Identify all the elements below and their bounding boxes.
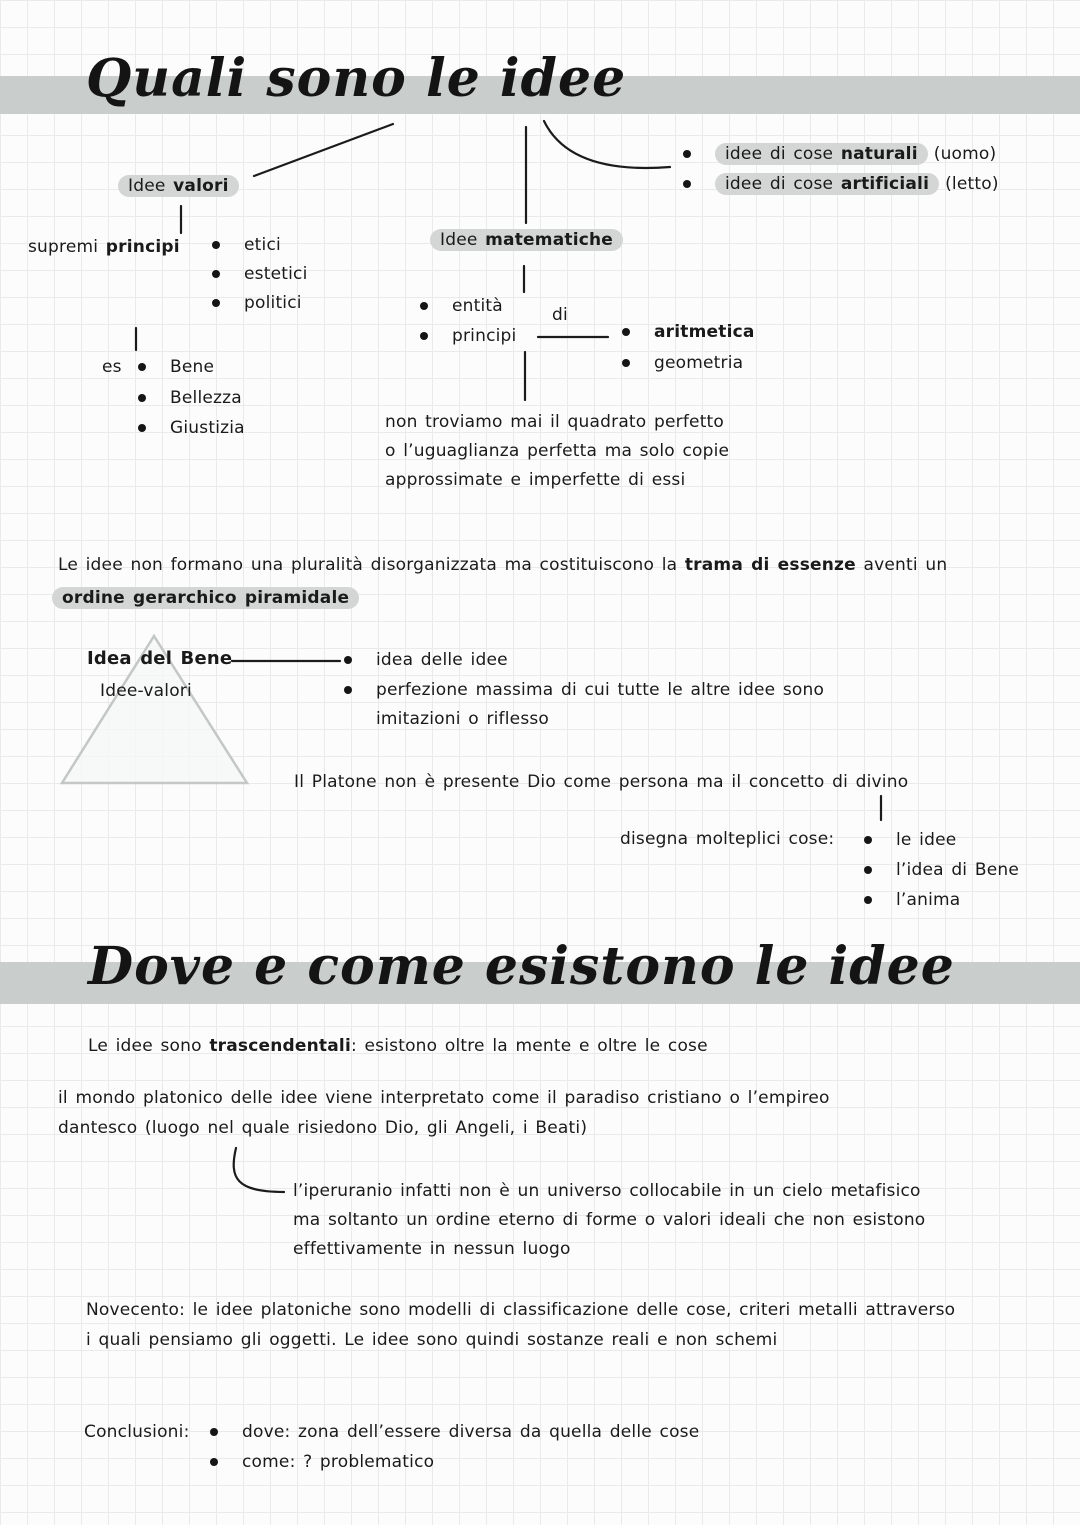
bullet-dot-icon: [420, 332, 428, 340]
disegna-label: disegna molteplici cose:: [620, 829, 835, 849]
para-bold: trama di essenze: [684, 555, 856, 575]
list-item: [138, 355, 214, 379]
mat-kind: aritmetica: [654, 322, 755, 342]
list-item: [622, 320, 755, 344]
disegna-item: le idee: [896, 830, 957, 850]
disegna-item: l’idea di Bene: [896, 860, 1019, 880]
para-seg: aventi un: [855, 555, 948, 575]
iperuranio-line: ma soltanto un ordine eterno di forme o valori ideali che non esistono: [293, 1210, 926, 1230]
cose-pre: idee di cose: [725, 144, 841, 164]
note-line: o l’uguaglianza perfetta ma solo copie: [385, 441, 730, 461]
bullet-dot-icon: [622, 328, 630, 336]
paragraph-trama-pill: [52, 586, 359, 610]
bullet-dot-icon: [344, 656, 352, 664]
connector-title1-to-cose: [544, 121, 670, 168]
disegna-item: l’anima: [896, 890, 961, 910]
cose-example: (uomo): [933, 144, 997, 164]
list-item: [212, 233, 281, 257]
es-item: Giustizia: [170, 418, 245, 438]
trasc-seg: : esistono oltre la mente e oltre le cose: [350, 1036, 708, 1056]
idee-mat-pre: Idee: [440, 230, 486, 250]
cose-bold: naturali: [840, 144, 918, 164]
label-di: di: [552, 305, 568, 325]
mondo-line: il mondo platonico delle idee viene interpretato come il paradiso cristiano o l’empireo: [58, 1088, 830, 1108]
list-item: [864, 888, 960, 912]
list-item: [212, 291, 302, 315]
list-item: [864, 858, 1019, 882]
list-item: [683, 172, 999, 196]
list-item: [683, 142, 996, 166]
para-seg: Le idee non formano una pluralità disorganizzata ma costituiscono la: [58, 555, 685, 575]
bullet-dot-icon: [864, 836, 872, 844]
bullet-dot-icon: [138, 394, 146, 402]
note-line: non troviamo mai il quadrato perfetto: [385, 412, 725, 432]
mat-item: principi: [452, 326, 517, 346]
label-supremi-principi: [28, 235, 180, 259]
idee-valori-pre: Idee: [128, 176, 174, 196]
connector-hook-to-iperuranio: [234, 1148, 284, 1192]
supremi-bold: principi: [105, 237, 180, 257]
list-item: [420, 294, 503, 318]
bullet-dot-icon: [622, 359, 630, 367]
trascendentali-sentence: [88, 1034, 708, 1058]
list-item: [864, 828, 956, 852]
cose-bold: artificiali: [840, 174, 930, 194]
novecento-line: Novecento: le idee platoniche sono modelli di classificazione delle cose, criteri metalli attraverso: [86, 1300, 956, 1320]
mondo-line: dantesco (luogo nel quale risiedono Dio, gli Angeli, i Beati): [58, 1118, 588, 1138]
list-item: [210, 1450, 434, 1474]
bullet-dot-icon: [864, 866, 872, 874]
iperuranio-line: effettivamente in nessun luogo: [293, 1239, 571, 1259]
section2-title: Dove e come esistono le idee: [88, 936, 955, 997]
ordine-gerarchico-pill: ordine gerarchico piramidale: [52, 587, 359, 609]
bullet-dot-icon: [210, 1458, 218, 1466]
bullet-dot-icon: [138, 363, 146, 371]
label-es: es: [102, 357, 122, 377]
principi-type: etici: [244, 235, 281, 255]
list-item: [212, 262, 308, 286]
es-item: Bene: [170, 357, 215, 377]
iperuranio-line: l’iperuranio infatti non è un universo collocabile in un cielo metafisico: [293, 1181, 921, 1201]
principi-type: politici: [244, 293, 302, 313]
paragraph-trama: [58, 553, 947, 577]
trasc-seg: Le idee sono: [88, 1036, 210, 1056]
es-item: Bellezza: [170, 388, 242, 408]
supremi-pre: supremi: [28, 237, 106, 257]
conclusioni-item: dove: zona dell’essere diversa da quella delle cose: [242, 1422, 700, 1442]
bene-bullet-line: perfezione massima di cui tutte le altre idee sono: [376, 680, 825, 700]
principi-type: estetici: [244, 264, 308, 284]
bullet-dot-icon: [212, 299, 220, 307]
list-item: [622, 351, 743, 375]
novecento-line: i quali pensiamo gli oggetti. Le idee sono quindi sostanze reali e non schemi: [86, 1330, 778, 1350]
conclusioni-item: come: ? problematico: [242, 1452, 435, 1472]
list-item: [138, 416, 245, 440]
list-item: [210, 1420, 699, 1444]
section1-title: Quali sono le idee: [86, 48, 627, 109]
bullet-dot-icon: [683, 150, 691, 158]
bene-bullet-line: imitazioni o riflesso: [376, 709, 550, 729]
list-item: [420, 324, 516, 348]
bene-bullet: idea delle idee: [376, 650, 508, 670]
conclusioni-label: Conclusioni:: [84, 1422, 190, 1442]
node-idee-matematiche: [430, 228, 623, 252]
bullet-dot-icon: [212, 241, 220, 249]
idee-valori-bold: valori: [173, 176, 229, 196]
list-item: [344, 678, 824, 731]
connector-title1-to-idee-valori: [254, 124, 393, 176]
trasc-bold: trascendentali: [209, 1036, 351, 1056]
idee-mat-bold: matematiche: [485, 230, 614, 250]
bullet-dot-icon: [210, 1428, 218, 1436]
bullet-dot-icon: [864, 896, 872, 904]
pyramid-label-sub: Idee-valori: [100, 681, 192, 701]
note-line: approssimate e imperfette di essi: [385, 470, 686, 490]
cose-example: (letto): [945, 174, 999, 194]
list-item: [138, 386, 242, 410]
bullet-dot-icon: [344, 686, 352, 694]
bullet-dot-icon: [420, 302, 428, 310]
platone-sentence: Il Platone non è presente Dio come persona ma il concetto di divino: [294, 772, 909, 792]
bullet-dot-icon: [138, 424, 146, 432]
bullet-dot-icon: [683, 180, 691, 188]
cose-pre: idee di cose: [725, 174, 841, 194]
mat-kind: geometria: [654, 353, 744, 373]
node-idee-valori: [118, 174, 239, 198]
bullet-dot-icon: [212, 270, 220, 278]
pyramid-label-top: Idea del Bene: [87, 648, 233, 669]
mat-item: entità: [452, 296, 503, 316]
list-item: [344, 648, 508, 672]
